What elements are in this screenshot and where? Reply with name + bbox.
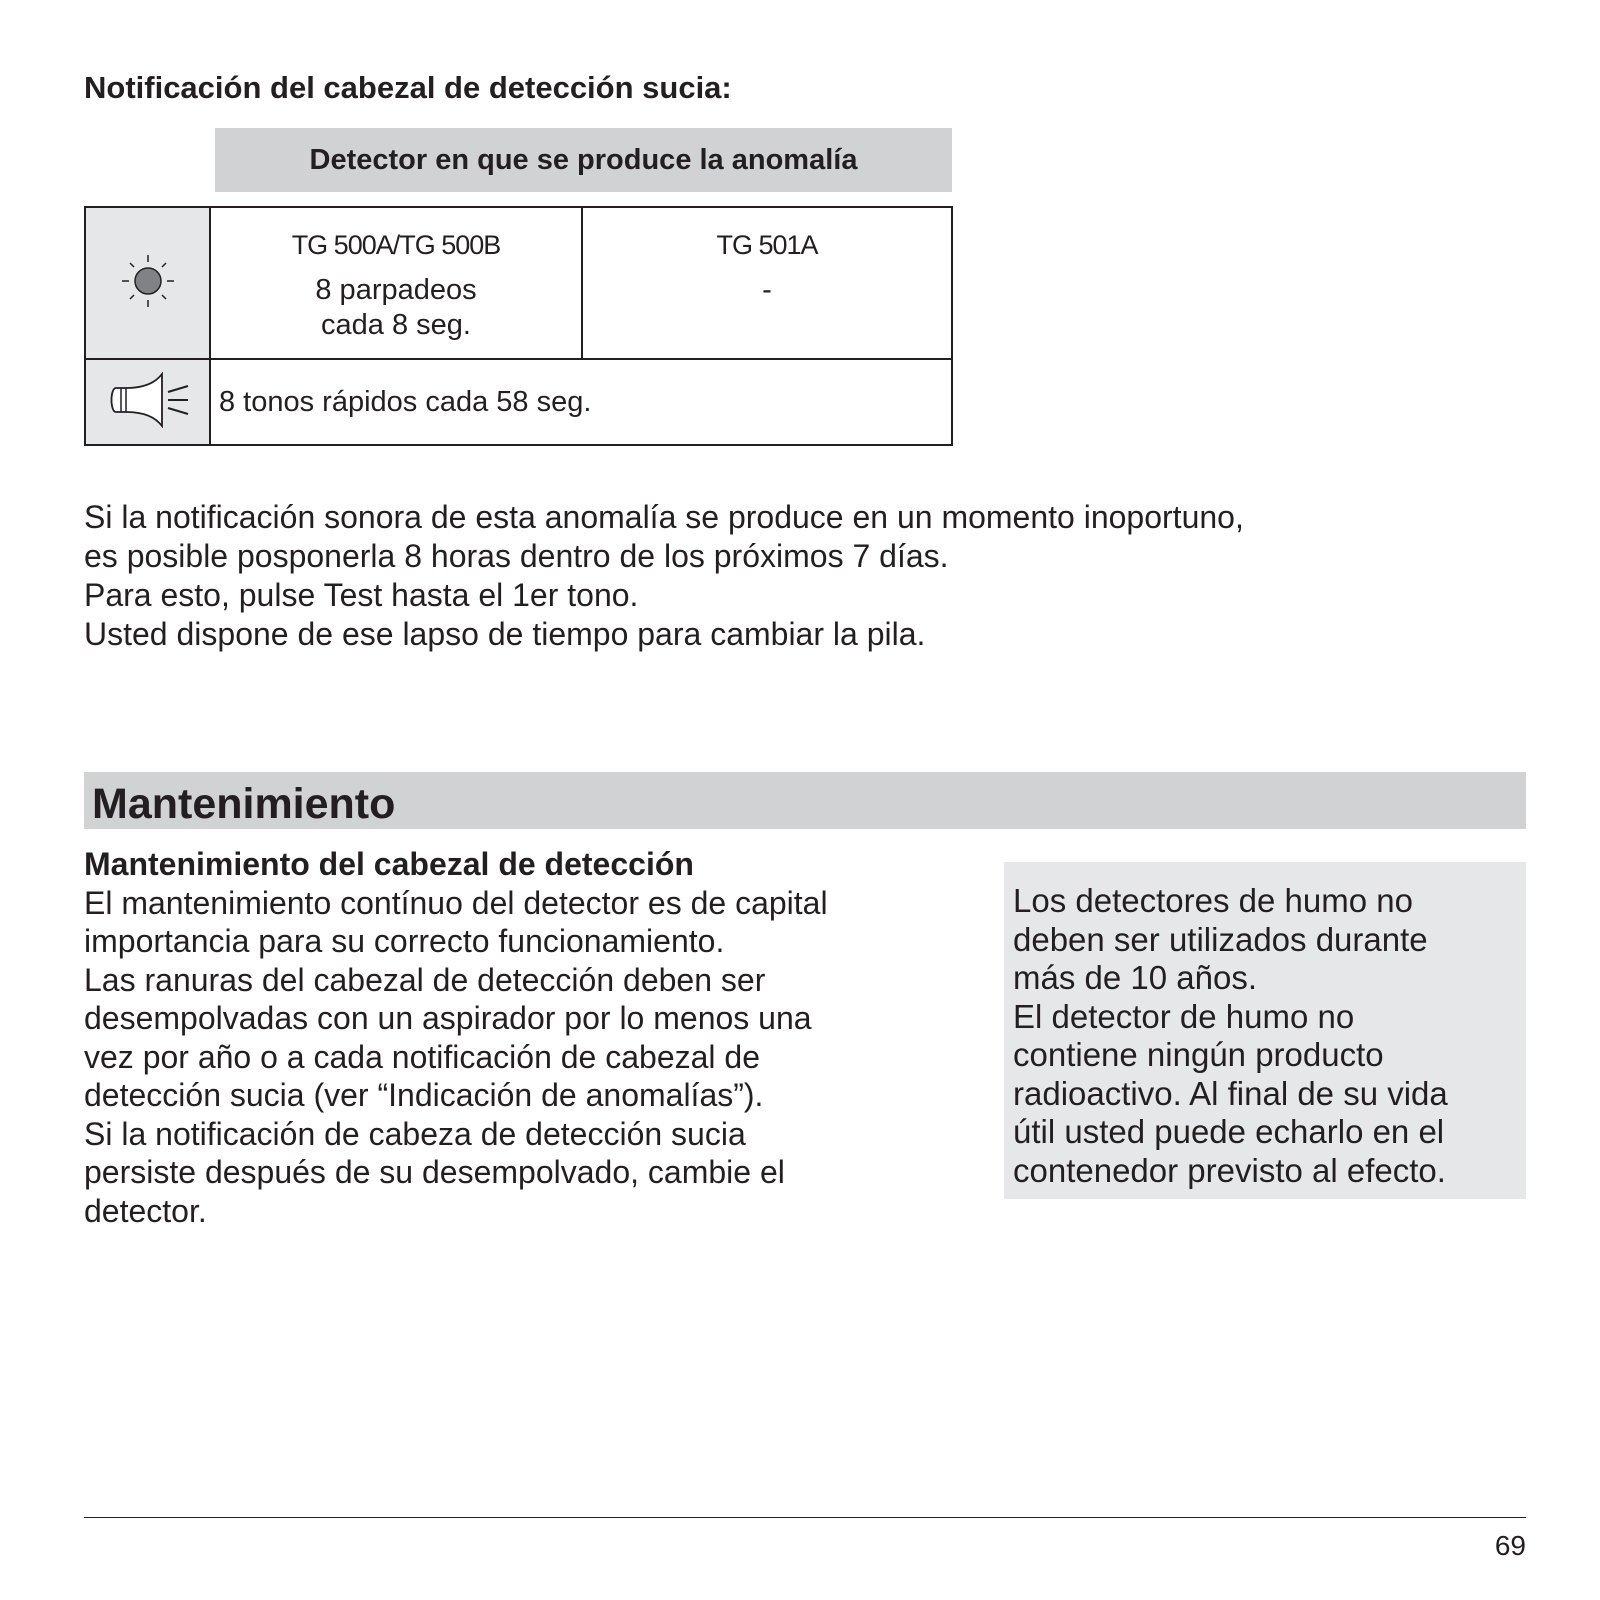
text-line: Si la notificación de cabeza de detección sucia [84,1115,746,1152]
section-banner [84,772,1526,829]
text-line: Para esto, pulse Test hasta el 1er tono. [84,577,639,613]
led-light-icon [118,251,178,311]
table-group-header: Detector en que se produce la anomalía [215,128,952,192]
text-line: es posible posponerla 8 horas dentro de los próximos 7 días. [84,538,949,574]
text-line: contiene ningún producto [1013,1036,1384,1073]
table-row [85,359,952,445]
anomaly-table [84,206,953,446]
text-line: detección sucia (ver “Indicación de anomalías”). [84,1077,764,1113]
icon-cell [85,359,210,445]
cell-text: 8 parpadeos [315,274,477,306]
text-line: persiste después de su desempolvado, cambie el [84,1154,785,1190]
sound-cell: 8 tonos rápidos cada 58 seg. [210,359,952,445]
note-box [1004,862,1526,1199]
text-line: Los detectores de humo no [1013,882,1413,919]
icon-cell [85,207,210,359]
page-number: 69 [1494,1530,1526,1561]
section-title: Mantenimiento [92,780,396,828]
text-line: útil usted puede echarlo en el [1013,1113,1445,1150]
text-line: deben ser utilizados durante [1013,920,1428,958]
text-line: vez por año o a cada notificación de cabezal de [84,1038,761,1075]
footer-divider [84,1517,1526,1518]
model-cell [210,207,582,359]
text-line: El mantenimiento contínuo del detector es de capital [84,884,828,921]
section-heading: Notificación del cabezal de detección sucia: [84,70,732,105]
siren-horn-icon [102,372,194,428]
paragraph [84,498,1244,654]
cell-text: cada 8 seg. [321,309,471,341]
text-line: contenedor previsto al efecto. [1013,1151,1446,1189]
subsection-title: Mantenimiento del cabezal de detección [84,846,694,882]
cell-text: - [762,274,772,306]
text-line: Usted dispone de ese lapso de tiempo para cambiar la pila. [84,616,926,652]
text-line: Si la notificación sonora de esta anomalía se produce en un momento inoportuno, [84,499,1244,535]
text-line: Las ranuras del cabezal de detección deben ser [84,961,766,998]
text-line: más de 10 años. [1013,959,1257,996]
text-line: radioactivo. Al final de su vida [1013,1074,1448,1112]
text-line: desempolvadas con un aspirador por lo menos una [84,1000,812,1036]
text-line: importancia para su correcto funcionamiento. [84,923,725,959]
maintenance-text [84,845,964,1230]
model-label: TG 500A/TG 500B [291,230,501,260]
text-line: El detector de humo no [1013,997,1355,1035]
model-label: TG 501A [716,230,818,260]
table-row [85,207,952,359]
model-cell [582,207,952,359]
text-line: detector. [84,1192,207,1229]
